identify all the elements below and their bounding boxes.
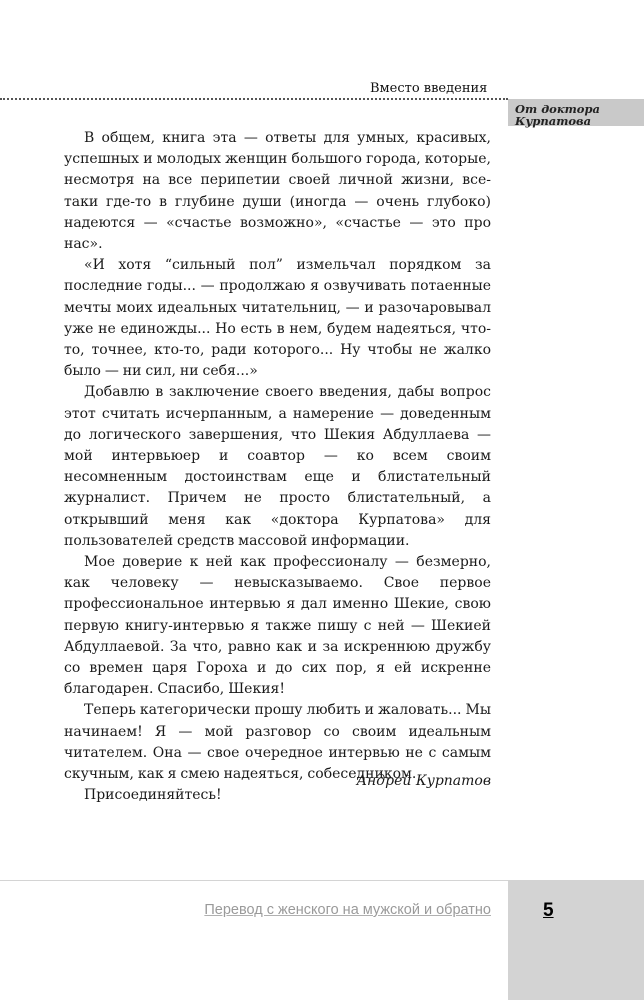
page-number: 5 (543, 900, 554, 921)
footer-rule (0, 880, 508, 881)
footer-book-title: Перевод с женского на мужской и обратно (204, 902, 491, 918)
paragraph: Присоединяйтесь! (84, 787, 222, 804)
paragraph: Добавлю в заключение своего введения, дабы вопрос этот считать исчерпанным, а намерение — доведенным до логического завершения, что Шекия Абдуллаева — мой интервьюер и соавтор — ко всем своим несомненным достоинствам еще и блистательный журналист. Причем не просто блистательный, а открывший меня как «доктора Курпатова» для пользователей средств массовой информации. (64, 384, 491, 549)
footer-page-block (508, 880, 644, 1000)
running-head: Вместо введения (370, 81, 488, 96)
paragraph: Теперь категорически прошу любить и жаловать... Мы начинаем! Я — мой разговор со своим идеальным читателем. Она — свое очередное интервью не с самым скучным, как я смею надеяться, собеседником. (64, 702, 491, 783)
chapter-side-tab-label: От доктора Курпатова (515, 102, 600, 128)
paragraph: «И хотя “сильный пол” измельчал порядком за последние годы... — продолжаю я озвучивать потаенные мечты моих идеальных читательниц, — и разочаровывал уже не единожды... Но есть в нем, будем надеяться, что-то, точнее, кто-то, ради которого... Ну чтобы не жалко было — ни сил, ни себя...» (64, 257, 491, 380)
body-text (64, 128, 491, 807)
author-signature: Андрей Курпатов (356, 773, 491, 789)
paragraph: В общем, книга эта — ответы для умных, красивых, успешных и молодых женщин большого города, которые, несмотря на все перипетии своей личной жизни, все-таки где-то в глубине души (иногда — очень глубоко) надеются — «счастье возможно», «счастье — это про нас». (64, 130, 491, 253)
chapter-side-tab (508, 99, 644, 126)
header-dotted-rule (0, 98, 508, 100)
paragraph: Мое доверие к ней как профессионалу — безмерно, как человеку — невысказываемо. Свое первое профессиональное интервью я дал именно Шекие, свою первую книгу-интервью я также пишу с ней — Шекией Абдуллаевой. За что, равно как и за искреннюю дружбу со времен царя Гороха и до сих пор, я ей искренне благодарен. Спасибо, Шекия! (64, 554, 491, 698)
